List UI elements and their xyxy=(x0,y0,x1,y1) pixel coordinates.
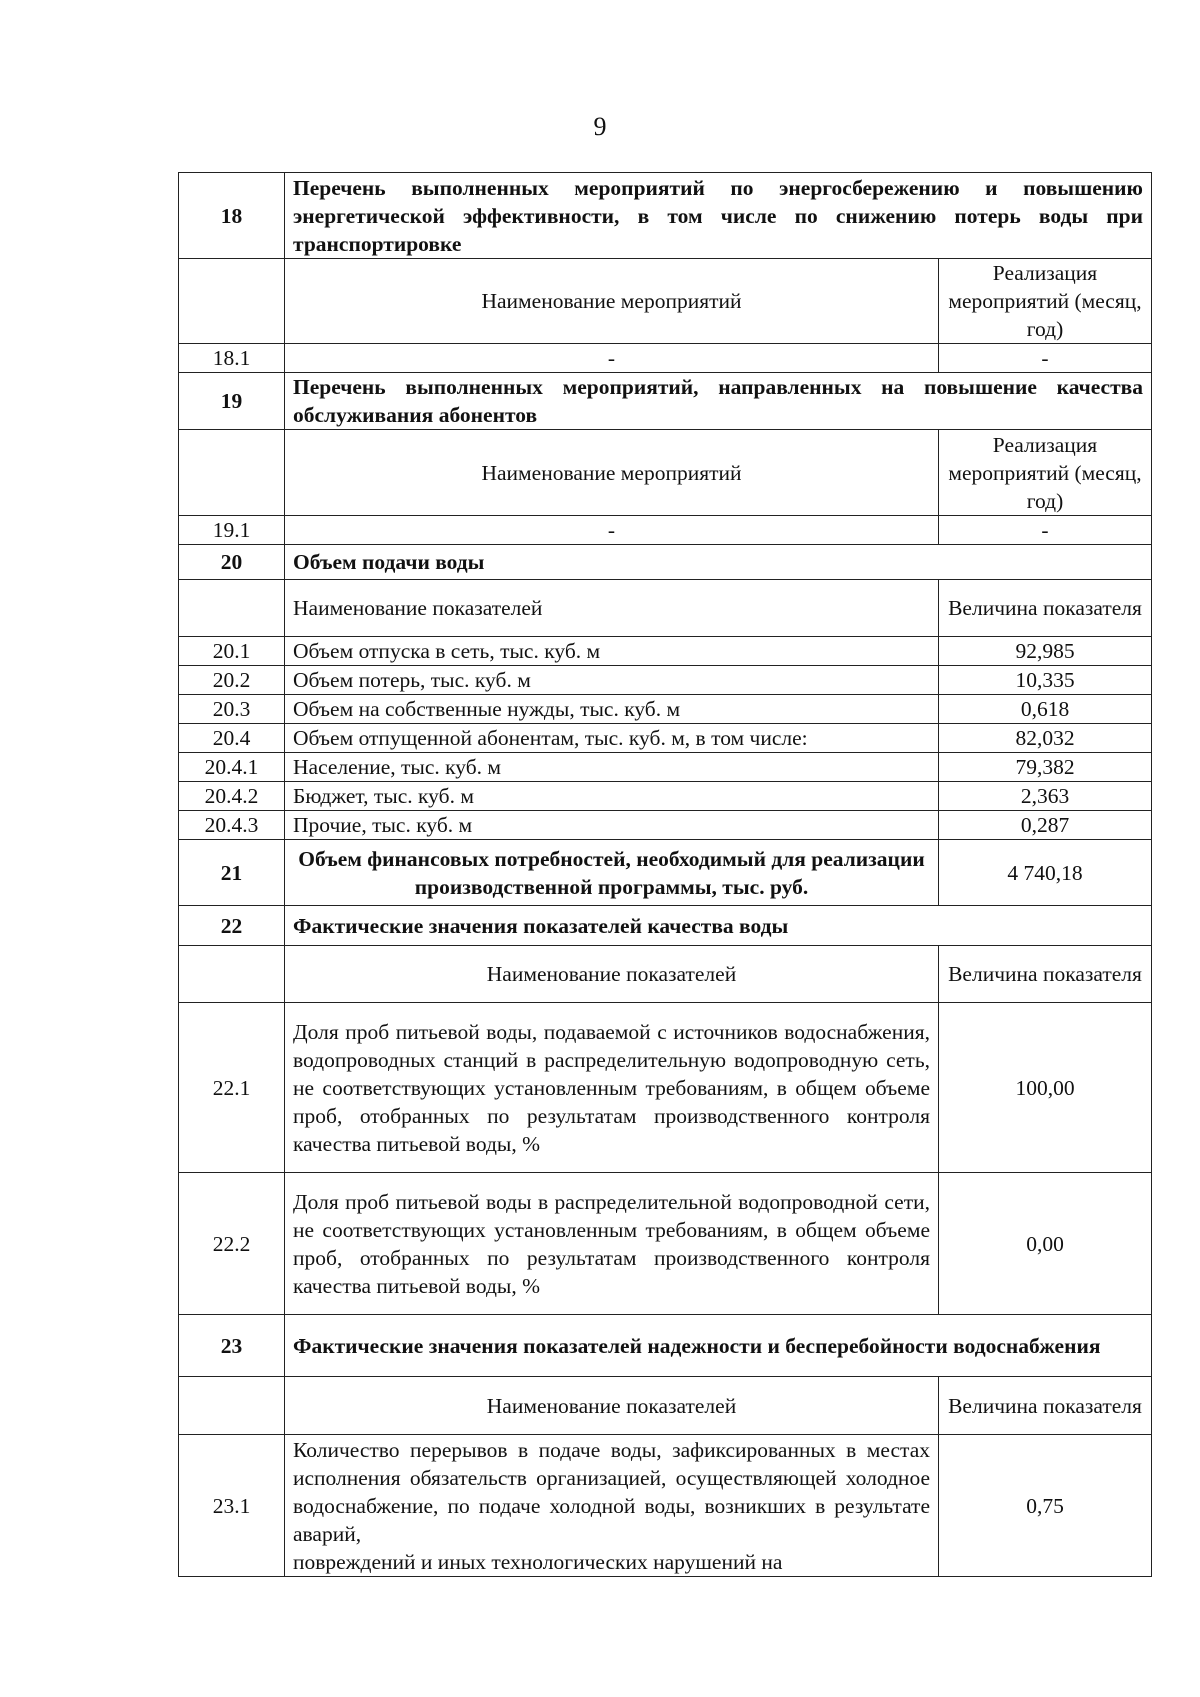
row-number: 19.1 xyxy=(179,516,285,545)
report-table xyxy=(178,172,1152,1577)
row-value: 2,363 xyxy=(939,782,1152,811)
row-number: 20.4 xyxy=(179,724,285,753)
section-22-header xyxy=(179,906,1152,946)
section-number: 22 xyxy=(179,906,285,946)
row-name: Население, тыс. куб. м xyxy=(285,753,939,782)
section-title: Объем подачи воды xyxy=(285,545,1152,580)
row-name: Доля проб питьевой воды, подаваемой с источников водоснабжения, водопроводных станций в распределительную водопроводную сеть, не соответствующих установленным требованиям, в общем объеме проб, отобранных по результатам производственного контроля качества питьевой воды, % xyxy=(285,1003,939,1173)
row-value: 0,00 xyxy=(939,1173,1152,1315)
row-value: 92,985 xyxy=(939,637,1152,666)
row-name-continuation: повреждений и иных технологических нарушений на xyxy=(293,1550,783,1574)
section-title: Фактические значения показателей качества воды xyxy=(285,906,1152,946)
section-20-header xyxy=(179,545,1152,580)
row-name-text: Количество перерывов в подаче воды, зафиксированных в местах исполнения обязательств организацией, осуществляющей холодное водоснабжение, по подаче холодной воды, возникших в результате аварий, xyxy=(293,1438,930,1546)
column-header-name: Наименование показателей xyxy=(285,946,939,1003)
page-number: 9 xyxy=(593,112,607,141)
section-number: 18 xyxy=(179,173,285,259)
row-name: - xyxy=(285,516,939,545)
section-number: 20 xyxy=(179,545,285,580)
table-row xyxy=(179,344,1152,373)
row-name: Доля проб питьевой воды в распределительной водопроводной сети, не соответствующих установленным требованиям, в общем объеме проб, отобранных по результатам производственного контроля качества питьевой воды, % xyxy=(285,1173,939,1315)
section-title: Перечень выполненных мероприятий по энергосбережению и повышению энергетической эффективности, в том числе по снижению потерь воды при транспортировке xyxy=(285,173,1152,259)
row-value: 0,287 xyxy=(939,811,1152,840)
section-title: Объем финансовых потребностей, необходимый для реализации производственной программы, тыс. руб. xyxy=(285,840,939,906)
table-row xyxy=(179,516,1152,545)
row-number: 20.4.3 xyxy=(179,811,285,840)
section-number: 19 xyxy=(179,373,285,430)
row-number: 20.4.2 xyxy=(179,782,285,811)
row-name: Объем отпуска в сеть, тыс. куб. м xyxy=(285,637,939,666)
row-number: 23.1 xyxy=(179,1435,285,1577)
column-header-name: Наименование мероприятий xyxy=(285,430,939,516)
row-number: 22.1 xyxy=(179,1003,285,1173)
table-row xyxy=(179,1003,1152,1173)
table-row xyxy=(179,811,1152,840)
section-number: 21 xyxy=(179,840,285,906)
section-21-row xyxy=(179,840,1152,906)
row-implementation: - xyxy=(939,516,1152,545)
table-row xyxy=(179,637,1152,666)
section-20-column-headers xyxy=(179,580,1152,637)
column-header-name: Наименование показателей xyxy=(285,1377,939,1435)
empty-cell xyxy=(179,946,285,1003)
row-name: Объем на собственные нужды, тыс. куб. м xyxy=(285,695,939,724)
section-23-header xyxy=(179,1315,1152,1377)
section-19-header xyxy=(179,373,1152,430)
row-number: 20.2 xyxy=(179,666,285,695)
row-name: Прочие, тыс. куб. м xyxy=(285,811,939,840)
row-value: 10,335 xyxy=(939,666,1152,695)
column-header-value: Величина показателя xyxy=(939,580,1152,637)
empty-cell xyxy=(179,580,285,637)
row-value: 0,618 xyxy=(939,695,1152,724)
table-row xyxy=(179,782,1152,811)
column-header-implementation: Реализация мероприятий (месяц, год) xyxy=(939,430,1152,516)
section-18-header xyxy=(179,173,1152,259)
empty-cell xyxy=(179,1377,285,1435)
row-number: 20.4.1 xyxy=(179,753,285,782)
row-value: 0,75 xyxy=(939,1435,1152,1577)
empty-cell xyxy=(179,430,285,516)
column-header-value: Величина показателя xyxy=(939,1377,1152,1435)
column-header-name: Наименование мероприятий xyxy=(285,259,939,344)
row-value: 82,032 xyxy=(939,724,1152,753)
row-number: 20.1 xyxy=(179,637,285,666)
row-name: Объем отпущенной абонентам, тыс. куб. м, в том числе: xyxy=(285,724,939,753)
section-19-column-headers xyxy=(179,430,1152,516)
table-row xyxy=(179,753,1152,782)
row-name: Объем потерь, тыс. куб. м xyxy=(285,666,939,695)
row-number: 22.2 xyxy=(179,1173,285,1315)
column-header-name: Наименование показателей xyxy=(285,580,939,637)
table-row xyxy=(179,724,1152,753)
section-23-column-headers xyxy=(179,1377,1152,1435)
column-header-value: Величина показателя xyxy=(939,946,1152,1003)
row-value: 100,00 xyxy=(939,1003,1152,1173)
section-title: Перечень выполненных мероприятий, направленных на повышение качества обслуживания абонентов xyxy=(285,373,1152,430)
table-row xyxy=(179,1173,1152,1315)
table-row xyxy=(179,666,1152,695)
section-22-column-headers xyxy=(179,946,1152,1003)
row-value: 79,382 xyxy=(939,753,1152,782)
section-value: 4 740,18 xyxy=(939,840,1152,906)
row-name xyxy=(285,1435,939,1577)
table-row xyxy=(179,1435,1152,1577)
row-number: 18.1 xyxy=(179,344,285,373)
section-number: 23 xyxy=(179,1315,285,1377)
table-row xyxy=(179,695,1152,724)
row-name: - xyxy=(285,344,939,373)
section-title: Фактические значения показателей надежности и бесперебойности водоснабжения xyxy=(285,1315,1152,1377)
row-number: 20.3 xyxy=(179,695,285,724)
column-header-implementation: Реализация мероприятий (месяц, год) xyxy=(939,259,1152,344)
row-name: Бюджет, тыс. куб. м xyxy=(285,782,939,811)
section-18-column-headers xyxy=(179,259,1152,344)
empty-cell xyxy=(179,259,285,344)
row-implementation: - xyxy=(939,344,1152,373)
